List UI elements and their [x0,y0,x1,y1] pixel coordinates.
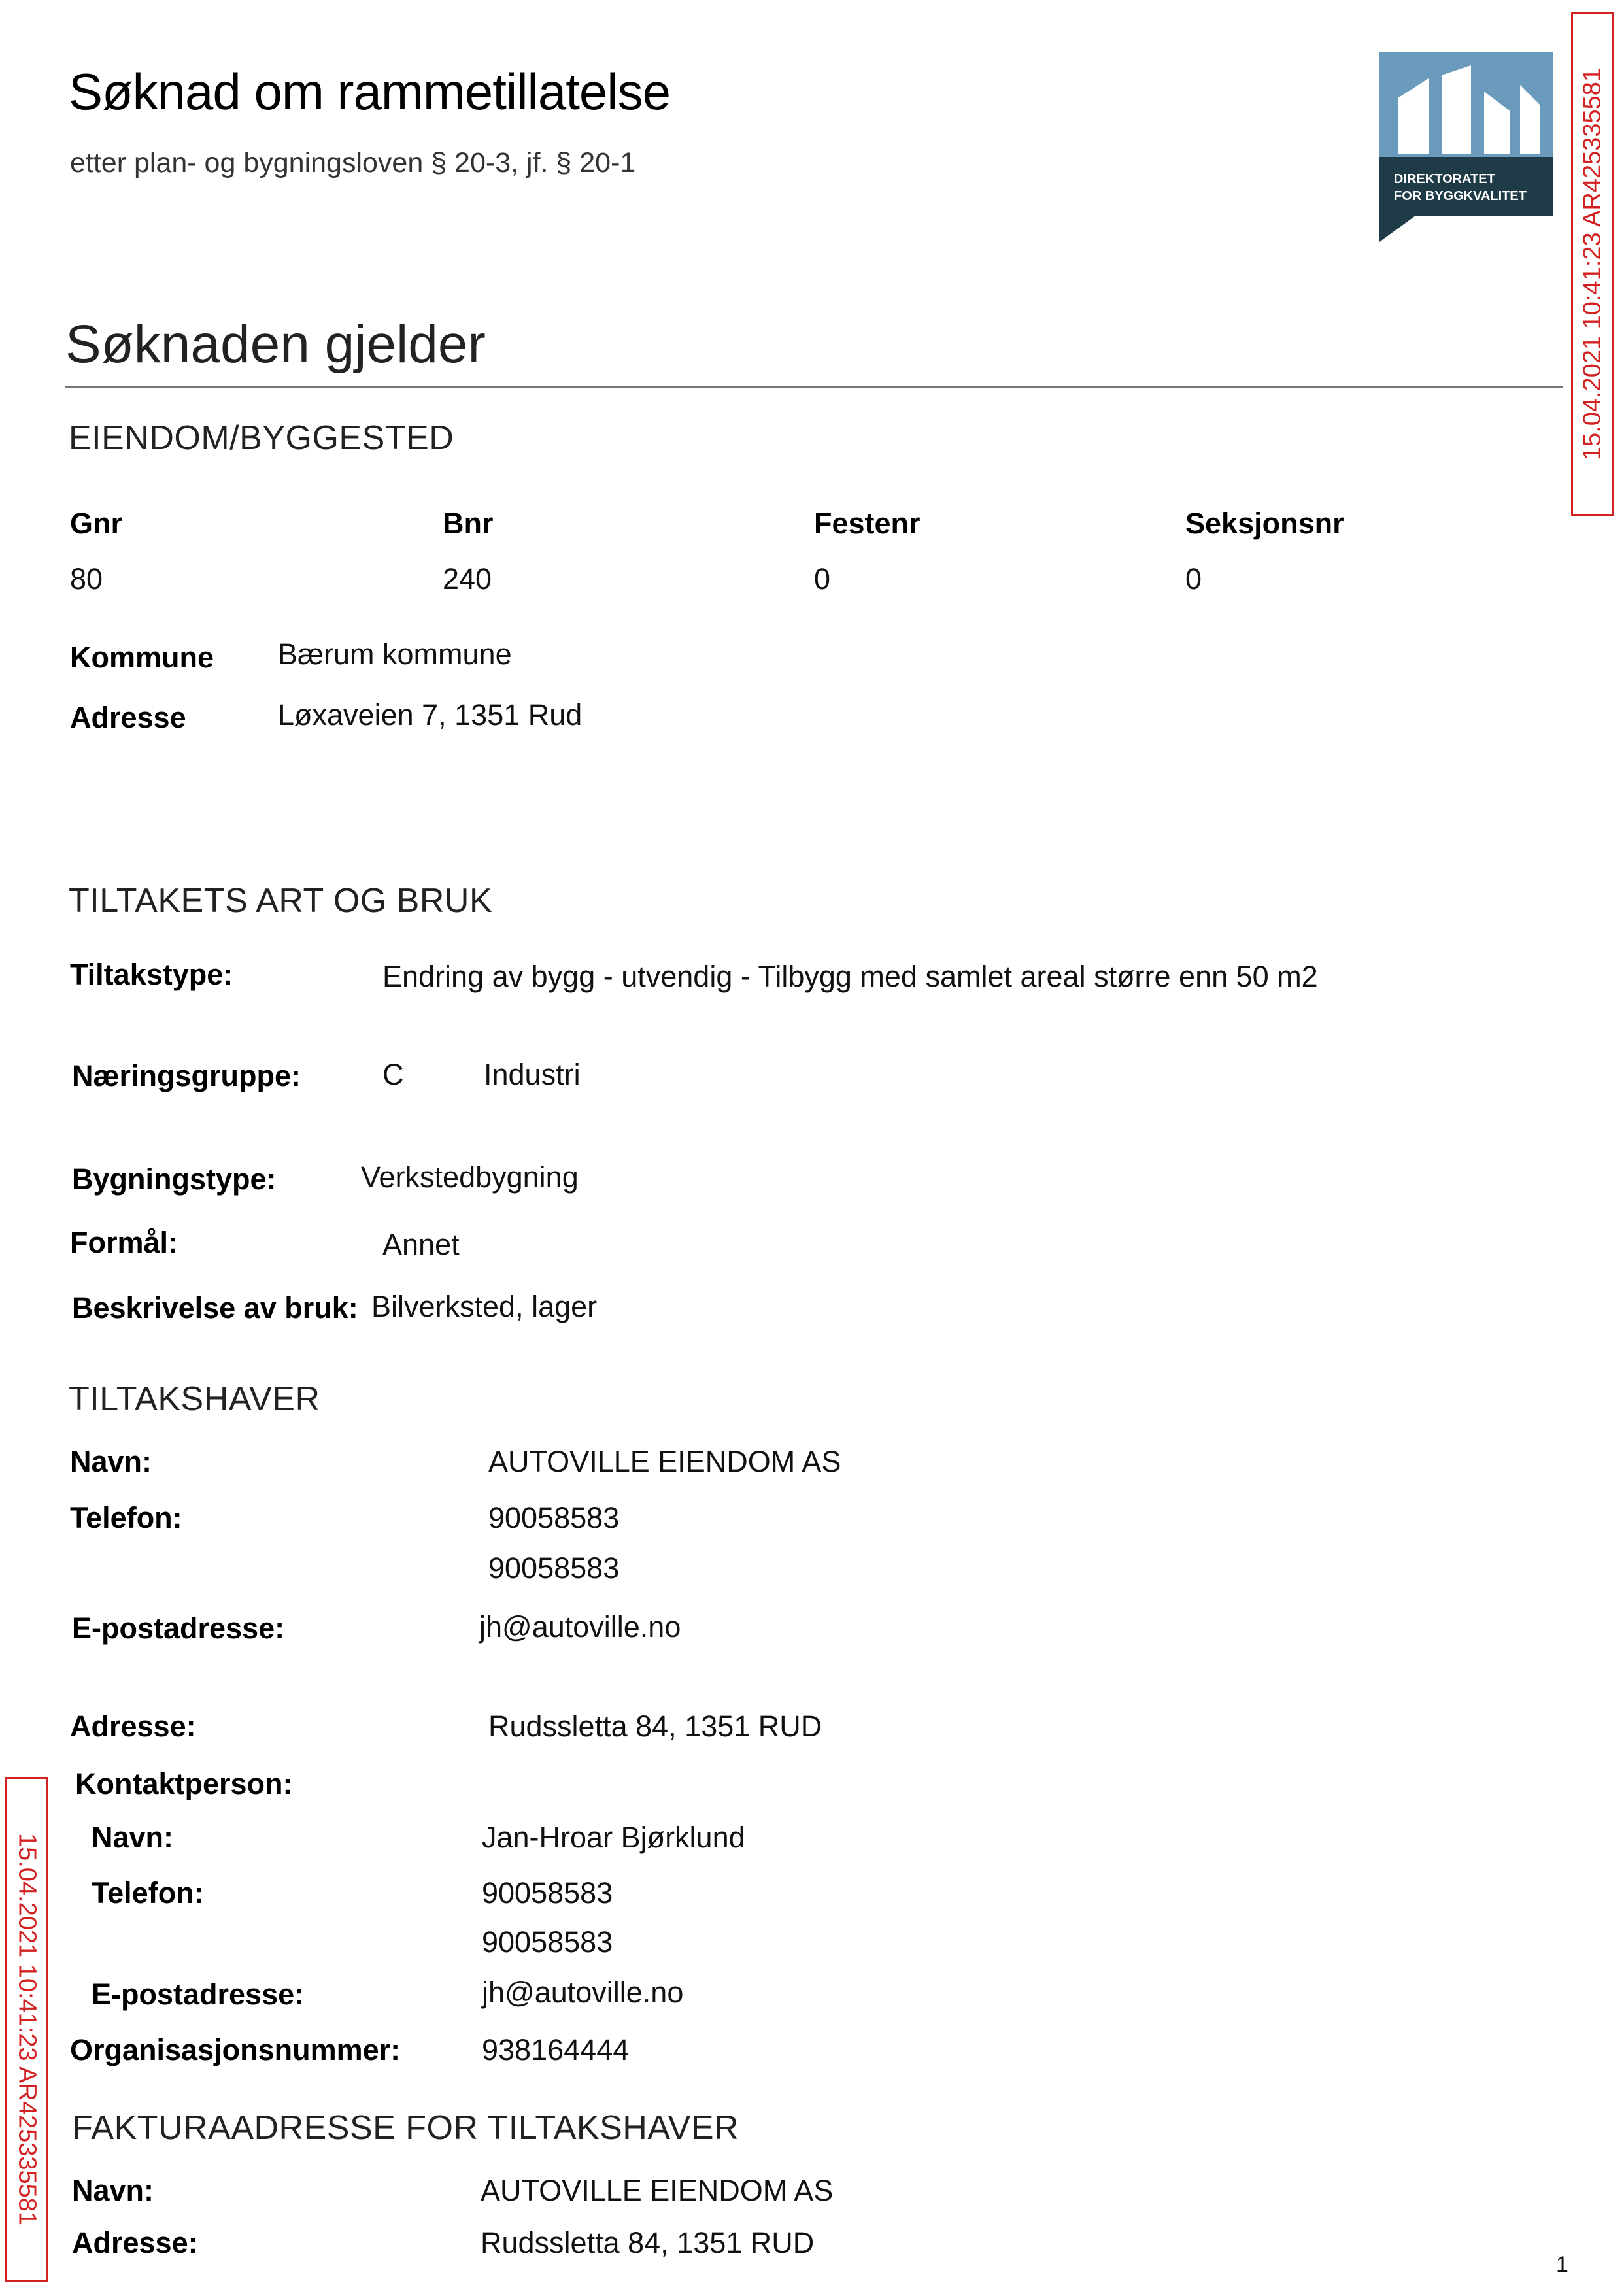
kontakt-navn-value: Jan-Hroar Bjørklund [482,1821,745,1854]
kontakt-telefon-value-2: 90058583 [482,1925,613,1959]
tiltakstype-value: Endring av bygg - utvendig - Tilbygg med samlet areal større enn 50 m2 [382,960,1318,993]
tiltakshaver-telefon-value-1: 90058583 [488,1501,620,1534]
section-heading-eiendom: EIENDOM/BYGGESTED [69,419,454,457]
stamp-text: 15.04.2021 10:41:23 AR425335581 [1578,67,1606,461]
naeringsgruppe-label: Næringsgruppe: [72,1059,301,1092]
dibk-logo-icon [1379,52,1553,242]
kommune-value: Bærum kommune [278,637,512,671]
tiltakshaver-telefon-value-2: 90058583 [488,1551,620,1585]
kontakt-epost-label: E-postadresse: [92,1978,305,2011]
beskrivelse-label: Beskrivelse av bruk: [72,1291,358,1324]
faktura-navn-value: AUTOVILLE EIENDOM AS [481,2174,834,2207]
value-gnr: 80 [70,562,103,596]
value-bnr: 240 [443,562,492,596]
beskrivelse-value: Bilverksted, lager [371,1290,598,1323]
dibk-logo [1379,52,1553,242]
formal-value: Annet [382,1228,460,1261]
section-heading-tiltakshaver: TILTAKSHAVER [69,1380,320,1418]
faktura-adresse-value: Rudssletta 84, 1351 RUD [481,2226,815,2259]
column-header-bnr: Bnr [443,507,494,540]
heading-divider [65,386,1563,388]
timestamp-stamp-bottom [5,1777,48,2282]
naeringsgruppe-value: Industri [484,1058,581,1091]
tiltakshaver-telefon-label: Telefon: [70,1501,182,1534]
logo-text-line2: FOR BYGGKVALITET [1394,189,1527,203]
adresse-label: Adresse [70,701,186,734]
value-seksjonsnr: 0 [1185,562,1202,596]
column-header-seksjonsnr: Seksjonsnr [1185,507,1344,540]
tiltakshaver-adresse-label: Adresse: [70,1710,196,1743]
document-subtitle: etter plan- og bygningsloven § 20-3, jf. § 20-1 [70,147,636,178]
main-heading: Søknaden gjelder [65,314,486,374]
document-title: Søknad om rammetillatelse [69,63,670,120]
bygningstype-label: Bygningstype: [72,1162,277,1196]
page-number: 1 [1556,2252,1568,2277]
tiltakshaver-epost-value: jh@autoville.no [479,1610,681,1644]
adresse-value: Løxaveien 7, 1351 Rud [278,698,583,732]
tiltakshaver-navn-label: Navn: [70,1445,152,1478]
kommune-label: Kommune [70,641,214,674]
stamp-text: 15.04.2021 10:41:23 AR425335581 [13,1832,41,2226]
kontakt-epost-value: jh@autoville.no [482,1976,684,2009]
tiltakshaver-epost-label: E-postadresse: [72,1611,285,1645]
bygningstype-value: Verkstedbygning [361,1160,579,1194]
kontakt-telefon-label: Telefon: [92,1876,204,1910]
formal-label: Formål: [70,1226,178,1259]
logo-text-line1: DIREKTORATET [1394,172,1495,186]
tiltakshaver-adresse-value: Rudssletta 84, 1351 RUD [488,1710,822,1743]
kontakt-navn-label: Navn: [92,1821,174,1854]
faktura-adresse-label: Adresse: [72,2226,198,2259]
kontaktperson-label: Kontaktperson: [75,1767,293,1800]
faktura-navn-label: Navn: [72,2174,154,2207]
section-heading-faktura: FAKTURAADRESSE FOR TILTAKSHAVER [72,2109,739,2147]
organisasjonsnummer-value: 938164444 [482,2033,630,2066]
naeringsgruppe-code: C [382,1058,404,1091]
tiltakstype-label: Tiltakstype: [70,958,233,991]
tiltakshaver-navn-value: AUTOVILLE EIENDOM AS [488,1445,841,1478]
section-heading-tiltak: TILTAKETS ART OG BRUK [69,882,493,920]
timestamp-stamp-top [1571,12,1614,516]
organisasjonsnummer-label: Organisasjonsnummer: [70,2033,401,2066]
column-header-gnr: Gnr [70,507,123,540]
kontakt-telefon-value-1: 90058583 [482,1876,613,1910]
value-festenr: 0 [814,562,831,596]
column-header-festenr: Festenr [814,507,921,540]
